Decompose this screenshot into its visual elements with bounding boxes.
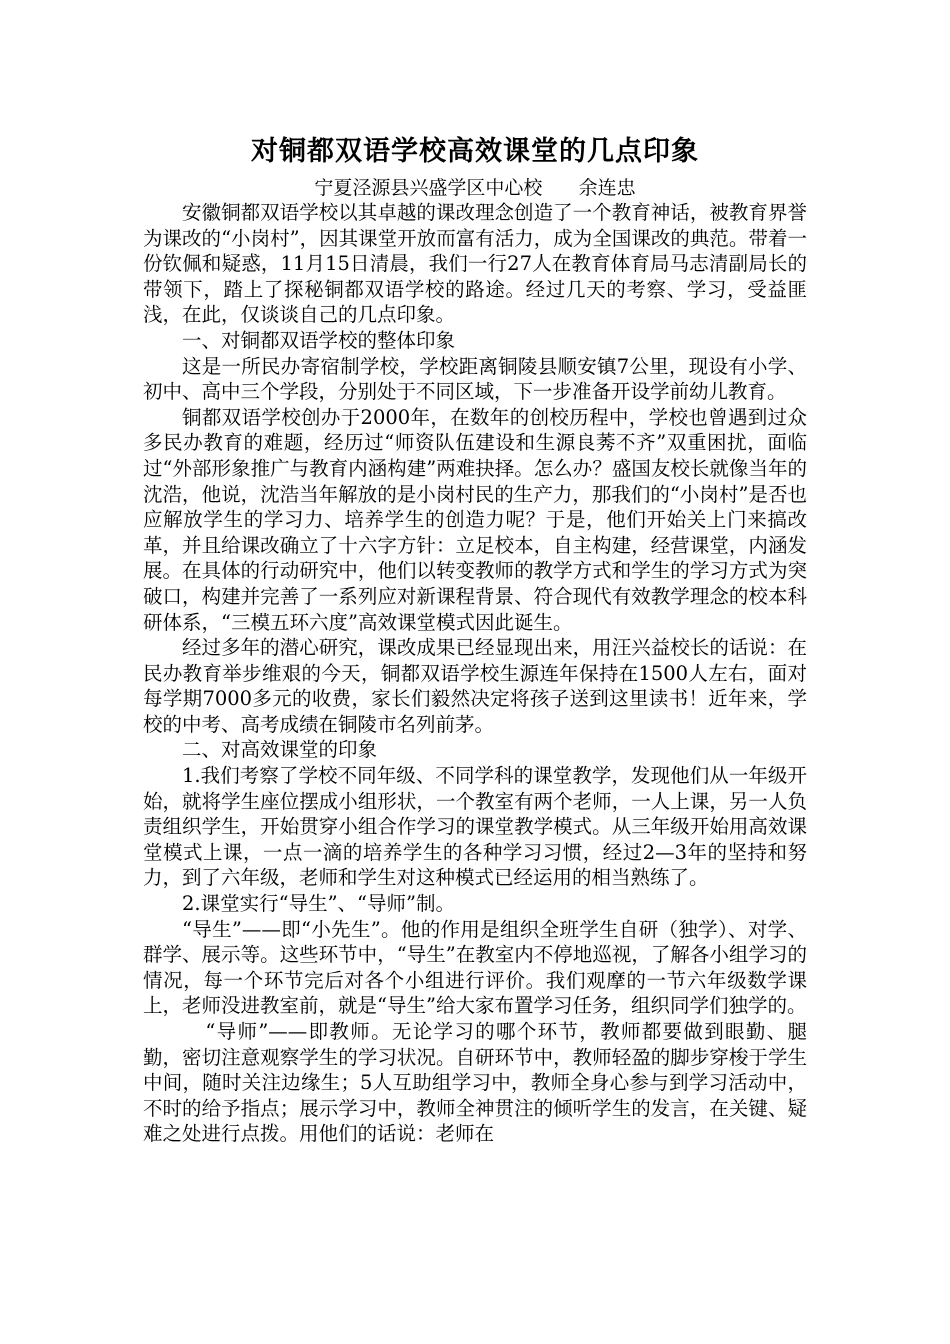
- document-title: 对铜都双语学校高效课堂的几点印象: [251, 136, 699, 167]
- paragraph-point-2: 2.课堂实行“导生”、“导师”制。: [182, 892, 455, 916]
- paragraph-intro: 安徽铜都双语学校以其卓越的课改理念创造了一个教育神话，被教育界誉为课改的“小岗村”，因其课堂开放而富有活力，成为全国课改的典范。带着一份钦佩和疑惑，11月15日清晨，我们一行27人在教育体育局马志清副局长的带领下，踏上了探秘铜都双语学校的路途。经过几天的考察、学习，受益匪浅，在此，仅谈谈自己的几点印象。: [143, 201, 807, 327]
- author-byline: 宁夏泾源县兴盛学区中心校 余连忠: [314, 177, 636, 199]
- paragraph-teacher-guide: “导师”——即教师。无论学习的哪个环节，教师都要做到眼勤、腿勤，密切注意观察学生的学习状况。自研环节中，教师轻盈的脚步穿梭于学生中间，随时关注边缘生；5人互助组学习中，教师全身心参与到学习活动中，不时的给予指点；展示学习中，教师全神贯注的倾听学生的发言，在关键、疑难之处进行点拨。用他们的话说：老师在: [143, 1020, 807, 1146]
- paragraph-school-overview: 这是一所民办寄宿制学校，学校距离铜陵县顺安镇7公里，现设有小学、初中、高中三个学段，分别处于不同区域，下一步准备开设学前幼儿教育。: [143, 354, 807, 404]
- paragraph-reform-results: 经过多年的潜心研究，课改成果已经显现出来，用汪兴益校长的话说：在民办教育举步维艰的今天，铜都双语学校生源连年保持在1500人左右，面对每学期7000多元的收费，家长们毅然决定将孩子送到这里读书！近年来，学校的中考、高考成绩在铜陵市名列前茅。: [143, 636, 807, 736]
- document-page: [143, 132, 807, 1147]
- section-heading-2: 二、对高效课堂的印象: [182, 738, 378, 762]
- paragraph-point-1: 1.我们考察了学校不同年级、不同学科的课堂教学，发现他们从一年级开始，就将学生座位摆成小组形状，一个教室有两个老师，一人上课，另一人负责组织学生，开始贯穿小组合作学习的课堂教学模式。从三年级开始用高效课堂模式上课，一点一滴的培养学生的各种学习习惯，经过2—3年的坚持和努力，到了六年级，老师和学生对这种模式已经运用的相当熟练了。: [143, 764, 807, 890]
- paragraph-student-guide: “导生”——即“小先生”。他的作用是组织全班学生自研（独学）、对学、群学、展示等。这些环节中，“导生”在教室内不停地巡视，了解各小组学习的情况，每一个环节完后对各个小组进行评价。我们观摩的一节六年级数学课上，老师没进教室前，就是“导生”给大家布置学习任务，组织同学们独学的。: [143, 917, 807, 1018]
- section-heading-1: 一、对铜都双语学校的整体印象: [182, 328, 456, 352]
- document-body: [143, 200, 807, 1147]
- paragraph-school-history: 铜都双语学校创办于2000年，在数年的创校历程中，学校也曾遇到过众多民办教育的难题，经历过“师资队伍建设和生源良莠不齐”双重困扰，面临过“外部形象推广与教育内涵构建”两难抉择。怎么办？盛国友校长就像当年的沈浩，他说，沈浩当年解放的是小岗村民的生产力，那我们的“小岗村”是否也应解放学生的学习力、培养学生的创造力呢？于是，他们开始关上门来搞改革，并且给课改确立了十六字方针：立足校本，自主构建，经营课堂，内涵发展。在具体的行动研究中，他们以转变教师的教学方式和学生的学习方式为突破口，构建并完善了一系列应对新课程背景、符合现代有效教学理念的校本科研体系，“三模五环六度”高效课堂模式因此诞生。: [143, 405, 807, 634]
